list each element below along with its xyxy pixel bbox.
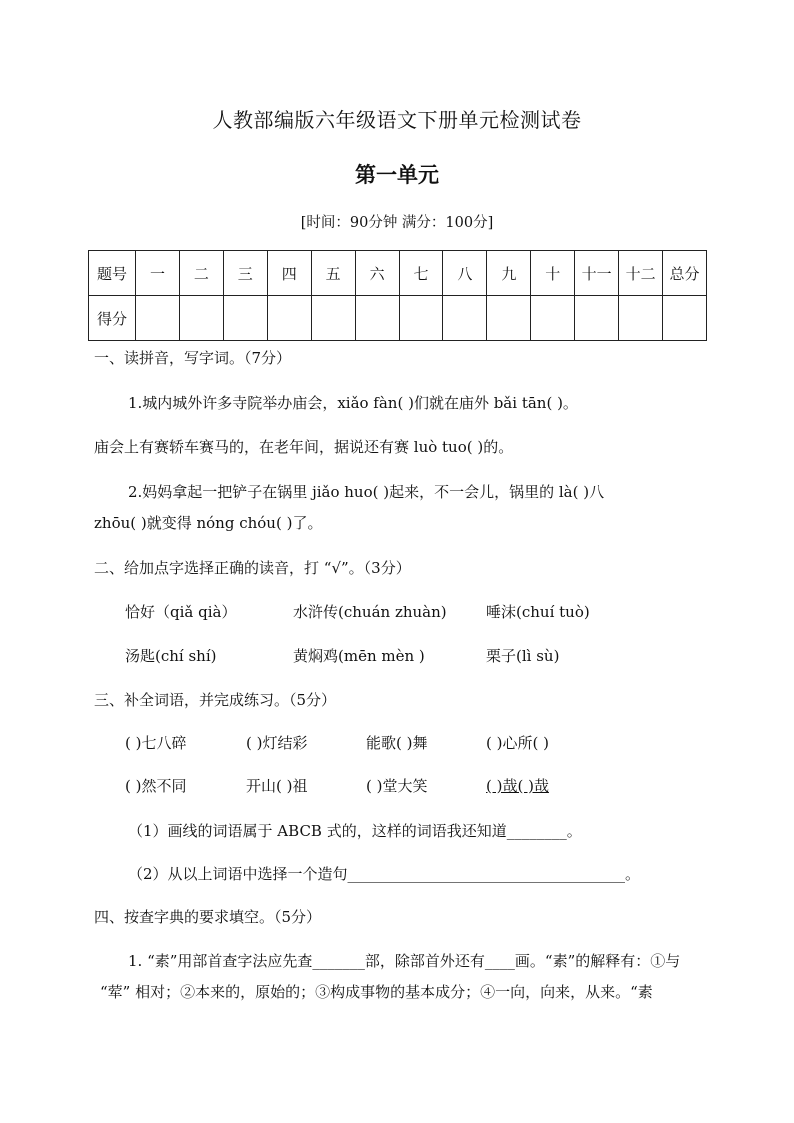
score-table-header-row: [89, 251, 707, 296]
s1-q2-line2: zhōu( )就变得 nóng chóu( )了。: [94, 514, 323, 532]
score-cell[interactable]: [267, 296, 311, 341]
s2-item-3: 唾沫(chuí tuò): [486, 603, 590, 621]
s3-word: 开山( )祖: [246, 777, 308, 795]
score-cell[interactable]: [399, 296, 443, 341]
score-col-4: 四: [267, 251, 311, 296]
exam-meta: [时间：90分钟 满分：100分]: [300, 215, 494, 231]
exam-title: 人教部编版六年级语文下册单元检测试卷: [212, 108, 582, 132]
score-col-2: 二: [179, 251, 223, 296]
score-cell[interactable]: [619, 296, 663, 341]
s3-q1: （1）画线的词语属于 ABCB 式的，这样的词语我还知道________。: [128, 822, 582, 840]
section3-heading: 三、补全词语，并完成练习。（5分）: [94, 691, 337, 709]
section2-heading: 二、给加点字选择正确的读音，打 “√”。（3分）: [94, 559, 411, 577]
s2-item-5: 黄焖鸡(mēn mèn ): [293, 647, 425, 665]
s2-item-1: 恰好（qiǎ qià）: [125, 603, 237, 621]
score-col-6: 六: [355, 251, 399, 296]
score-col-3: 三: [223, 251, 267, 296]
score-cell[interactable]: [355, 296, 399, 341]
s2-item-4: 汤匙(chí shí): [125, 647, 217, 665]
unit-title: 第一单元: [355, 162, 439, 187]
s1-q1-line2: 庙会上有赛轿车赛马的，在老年间，据说还有赛 luò tuo( )的。: [94, 438, 514, 456]
s3-q2: （2）从以上词语中选择一个造句_____________________________________。: [128, 865, 641, 883]
score-col-11: 十一: [575, 251, 619, 296]
s4-q1-line1: 1. “素”用部首查字法应先查_______部，除部首外还有____画。“素”的解释有：①与: [128, 952, 681, 970]
s2-item-2: 水浒传(chuán zhuàn): [293, 603, 447, 621]
s1-q2-line1: 2.妈妈拿起一把铲子在锅里 jiǎo huo( )起来，不一会儿，锅里的 là( )八: [128, 483, 605, 501]
score-col-10: 十: [531, 251, 575, 296]
score-row-label: 题号: [89, 251, 136, 296]
s3-word: ( )然不同: [125, 777, 187, 795]
score-cell[interactable]: [487, 296, 531, 341]
score-table: [88, 250, 707, 341]
score-table-score-row: [89, 296, 707, 341]
s3-word: ( )七八碎: [125, 734, 187, 752]
score-cell[interactable]: [311, 296, 355, 341]
section4-heading: 四、按查字典的要求填空。（5分）: [94, 908, 322, 926]
score-col-8: 八: [443, 251, 487, 296]
score-col-9: 九: [487, 251, 531, 296]
score-col-5: 五: [311, 251, 355, 296]
score-cell[interactable]: [136, 296, 180, 341]
score-row-label: 得分: [89, 296, 136, 341]
s1-q1-line1: 1.城内城外许多寺院举办庙会，xiǎo fàn( )们就在庙外 bǎi tān( )。: [128, 394, 578, 412]
score-col-12: 十二: [619, 251, 663, 296]
section1-heading: 一、读拼音，写字词。（7分）: [94, 349, 292, 367]
s3-word-underlined: ( )哉( )哉: [486, 777, 549, 795]
s3-word: 能歌( )舞: [366, 734, 428, 752]
s3-word: ( )堂大笑: [366, 777, 428, 795]
score-cell[interactable]: [443, 296, 487, 341]
s2-item-6: 栗子(lì sù): [486, 647, 560, 665]
s3-word: ( )心所( ): [486, 734, 549, 752]
score-cell[interactable]: [663, 296, 707, 341]
score-col-7: 七: [399, 251, 443, 296]
score-cell[interactable]: [223, 296, 267, 341]
score-cell[interactable]: [575, 296, 619, 341]
score-col-1: 一: [136, 251, 180, 296]
score-cell[interactable]: [531, 296, 575, 341]
score-cell[interactable]: [179, 296, 223, 341]
score-col-total: 总分: [663, 251, 707, 296]
s3-word: ( )灯结彩: [246, 734, 308, 752]
s4-q1-line2: “荤” 相对；②本来的，原始的；③构成事物的基本成分；④一向，向来，从来。“素: [100, 983, 653, 1001]
